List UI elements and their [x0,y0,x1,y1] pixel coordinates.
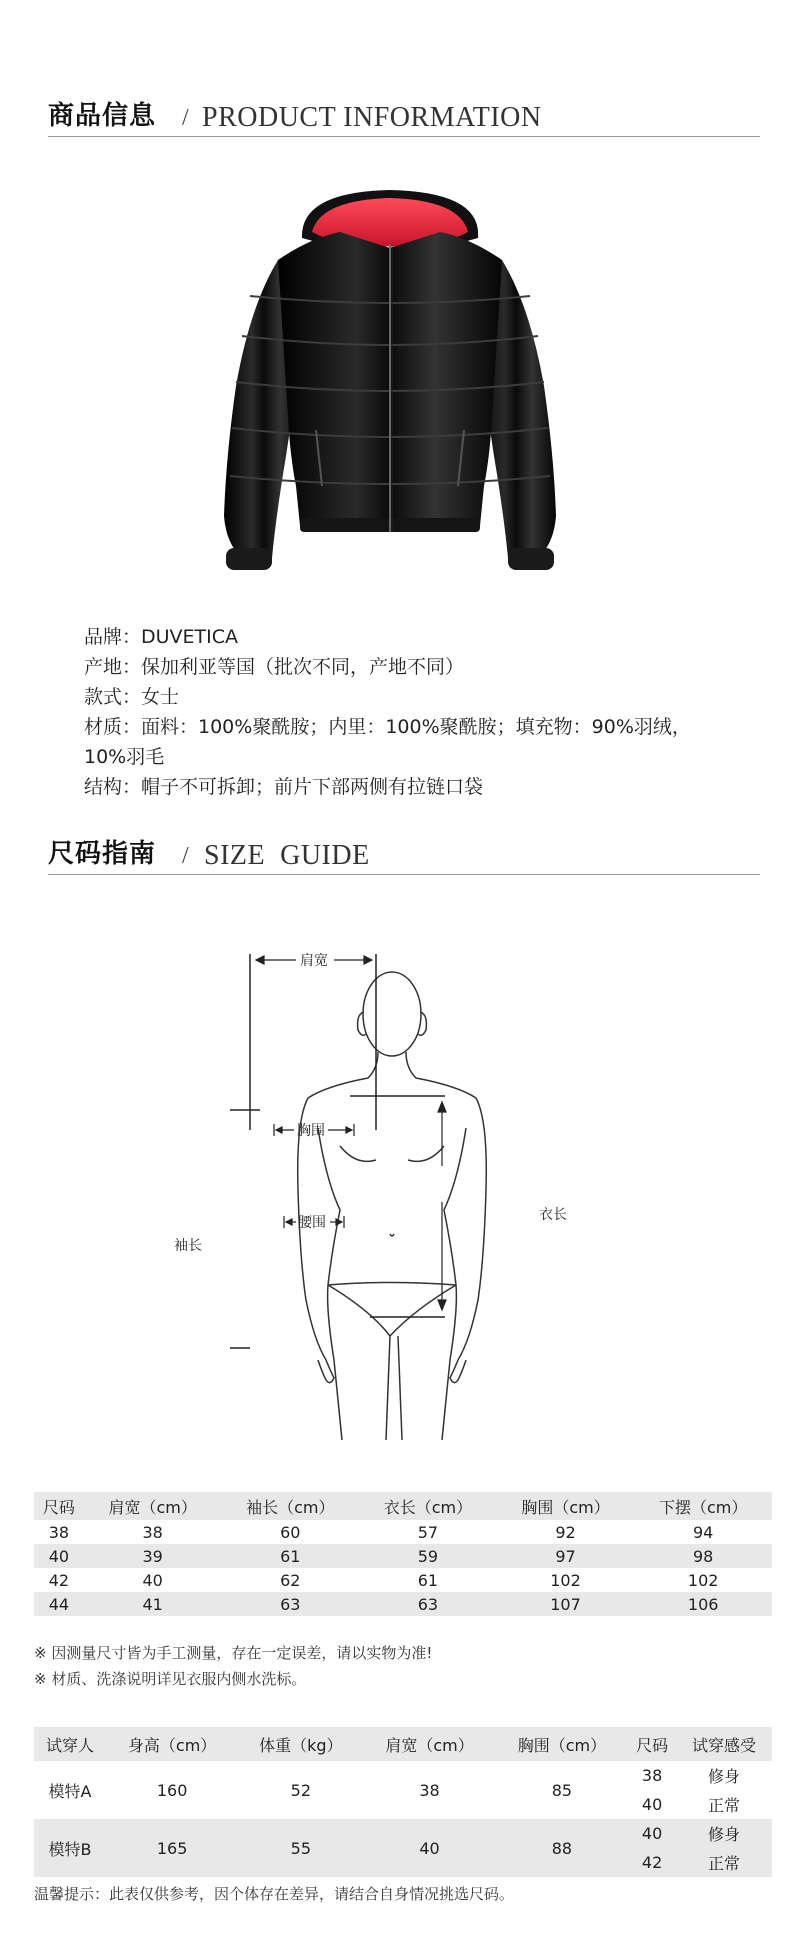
size-guide-header [48,834,760,875]
header-separator: / [182,105,189,131]
table-row [34,1544,772,1568]
table-cell: 63 [221,1592,359,1616]
model-weight: 52 [290,1780,311,1800]
table-cell: 63 [359,1592,497,1616]
chest-label: 胸围 [297,1123,325,1139]
jacket-image [220,186,560,590]
product-info-title-en: PRODUCT INFORMATION [202,102,542,133]
size-guide-title-en: SIZE GUIDE [204,840,370,871]
table-row [34,1592,772,1616]
fit-header-cell: 尺码 [628,1727,676,1761]
size-table [34,1492,772,1616]
product-info-list [84,622,764,802]
table-cell: 61 [221,1544,359,1568]
fit-header-cell: 试穿人 [34,1727,106,1761]
model-shoulder: 38 [419,1780,440,1800]
body-outline [298,972,487,1440]
table-cell: 39 [84,1544,222,1568]
product-info-header [48,96,760,137]
measurement-note: ※ 因测量尺寸皆为手工测量，存在一定误差，请以实物为准! [34,1644,433,1662]
header-separator: / [182,843,189,869]
table-cell: 60 [280,1522,301,1542]
model-chest: 88 [496,1819,628,1877]
table-row [34,1520,772,1544]
care-note: ※ 材质、洗涤说明详见衣服内侧水洗标。 [34,1670,307,1688]
fit-feel: 正常 [676,1848,772,1877]
model-weight: 55 [238,1819,363,1877]
fit-header-cell: 试穿感受 [676,1727,772,1761]
table-row [34,1568,772,1592]
size-guide-title-zh: 尺码指南 [48,839,157,869]
table-cell: 107 [497,1592,635,1616]
table-cell: 94 [692,1522,714,1542]
product-material-cont: 10%羽毛 [84,746,165,768]
table-cell: 44 [34,1592,84,1616]
fit-header-cell: 胸围（cm） [496,1727,628,1761]
table-cell: 42 [48,1570,70,1590]
table-row [34,1819,772,1848]
product-brand: 品牌：DUVETICA [84,626,239,648]
fit-size: 40 [628,1819,676,1848]
model-chest: 85 [551,1780,573,1800]
table-cell: 61 [417,1570,439,1590]
table-cell: 97 [497,1544,635,1568]
waist-label: 腰围 [298,1215,326,1231]
fit-header-cell: 肩宽（cm） [363,1727,495,1761]
sleeve-label: 袖长 [174,1238,202,1254]
size-header-cell: 下摆（cm） [634,1492,772,1520]
table-cell: 38 [142,1522,163,1542]
fit-size: 40 [641,1795,663,1814]
fit-feel: 修身 [676,1819,772,1848]
size-tip: 温馨提示：此表仅供参考，因个体存在差异，请结合自身情况挑选尺码。 [34,1885,515,1903]
model-name: 模特A [48,1781,92,1801]
table-cell: 106 [634,1592,772,1616]
fit-feel: 正常 [708,1796,741,1815]
fit-table-header [34,1727,772,1761]
size-header-cell: 衣长（cm） [359,1492,497,1520]
size-header-cell: 袖长（cm） [221,1492,359,1520]
fit-size: 42 [628,1848,676,1877]
table-cell: 92 [555,1522,576,1542]
table-row [34,1761,772,1790]
size-table-header [34,1492,772,1520]
table-cell: 40 [142,1570,163,1590]
table-cell: 40 [34,1544,84,1568]
product-info-title-zh: 商品信息 [48,101,157,131]
fit-header-cell: 身高（cm） [106,1727,238,1761]
fit-size: 38 [641,1766,663,1785]
table-cell: 57 [417,1522,439,1542]
table-cell: 102 [550,1570,581,1590]
product-style: 款式：女士 [84,686,180,708]
model-name: 模特B [34,1819,106,1877]
model-height: 165 [106,1819,238,1877]
fit-feel: 修身 [708,1767,741,1786]
product-material: 材质：面料：100%聚酰胺；内里：100%聚酰胺；填充物：90%羽绒， [84,716,691,738]
length-label: 衣长 [539,1207,567,1223]
measurement-diagram [230,940,570,1450]
table-cell: 38 [48,1522,70,1542]
table-cell: 59 [359,1544,497,1568]
fit-header-cell: 体重（kg） [238,1727,363,1761]
table-cell: 98 [634,1544,772,1568]
size-header-cell: 肩宽（cm） [84,1492,222,1520]
table-cell: 41 [84,1592,222,1616]
model-height: 160 [156,1780,188,1800]
size-header-cell: 尺码 [34,1492,84,1520]
product-structure: 结构：帽子不可拆卸；前片下部两侧有拉链口袋 [84,776,484,798]
fit-table [34,1727,772,1877]
table-cell: 62 [280,1570,301,1590]
size-header-cell: 胸围（cm） [497,1492,635,1520]
product-origin: 产地：保加利亚等国（批次不同，产地不同） [84,656,465,678]
table-cell: 102 [687,1570,719,1590]
model-shoulder: 40 [363,1819,495,1877]
shoulder-label: 肩宽 [300,953,328,969]
